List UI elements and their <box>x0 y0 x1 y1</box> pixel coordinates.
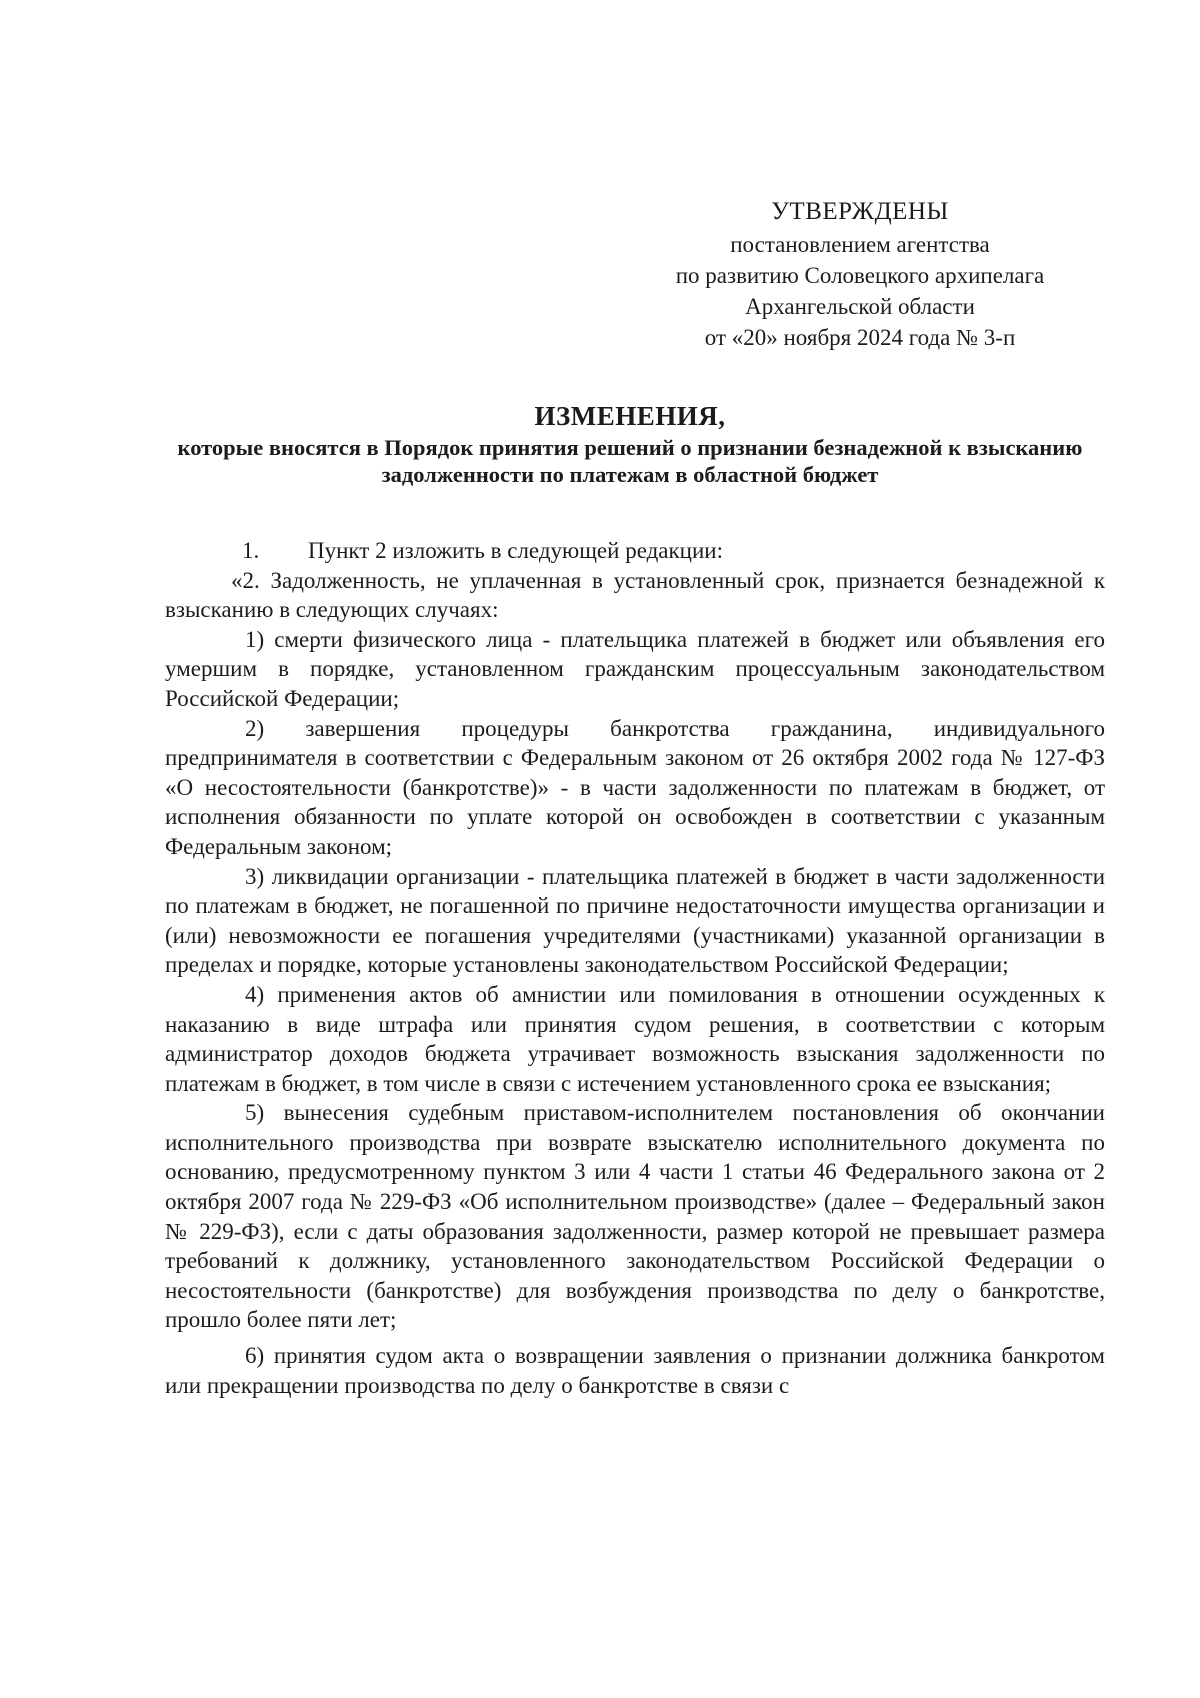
paragraph-case-6: 6) принятия судом акта о возвращении заявления о признании должника банкротом или прекращении производства по делу о банкротстве в связи с <box>165 1343 1105 1398</box>
item-1-number: 1. <box>242 538 260 563</box>
document-body <box>165 536 1105 1400</box>
approval-line-3: Архангельской области <box>745 294 975 319</box>
approval-stamp-block <box>600 196 1120 353</box>
document-title: ИЗМЕНЕНИЯ, <box>534 401 726 431</box>
paragraph-case-5: 5) вынесения судебным приставом-исполнителем постановления об окончании исполнительного производства при возврате взыскателю исполнительного документа по основанию, предусмотренному пунктом 3 или 4 части 1 статьи 46 Федерального закона от 2 октября 2007 года № 229-ФЗ «Об исполнительном производстве» (далее – Федеральный закон № 229-ФЗ), если с даты образования задолженности, размер которой не превышает размера требований к должнику, установленного законодательством Российской Федерации о несостоятельности (банкротстве) для возбуждения производства по делу о банкротстве, прошло более пяти лет; <box>165 1100 1105 1333</box>
approval-line-1: постановлением агентства <box>730 232 990 257</box>
paragraph-case-1: 1) смерти физического лица - плательщика платежей в бюджет или объявления его умершим в порядке, установленном гражданским процессуальным законодательством Российской Федерации; <box>165 626 1105 711</box>
paragraph-case-4: 4) применения актов об амнистии или помилования в отношении осужденных к наказанию в виде штрафа или принятия судом решения, в соответствии с которым администратор доходов бюджета утрачивает возможность взыскания задолженности по платежам в бюджет, в том числе в связи с истечением установленного срока ее взыскания; <box>165 981 1105 1096</box>
item-1-heading <box>165 536 1105 566</box>
approval-heading: УТВЕРЖДЕНЫ <box>771 198 949 225</box>
document-title-block <box>160 398 1100 488</box>
paragraph-case-3: 3) ликвидации организации - плательщика платежей в бюджет в части задолженности по платежам в бюджет, не погашенной по причине недостаточности имущества организации и (или) невозможности ее погашения учредителями (участниками) указанной организации в пределах и порядке, которые установлены законодательством Российской Федерации; <box>165 863 1105 978</box>
item-1-text: Пункт 2 изложить в следующей редакции: <box>308 538 723 563</box>
approval-line-4: от «20» ноября 2024 года № 3-п <box>704 325 1016 350</box>
document-subtitle: которые вносятся в Порядок принятия решений о признании безнадежной к взысканию задолженности по платежам в областной бюджет <box>177 435 1083 487</box>
paragraph-intro: «2. Задолженность, не уплаченная в установленный срок, признается безнадежной к взысканию в следующих случаях: <box>165 567 1105 623</box>
paragraph-case-2: 2) завершения процедуры банкротства гражданина, индивидуального предпринимателя в соответствии с Федеральным законом от 26 октября 2002 года № 127-ФЗ «О несостоятельности (банкротстве)» - в части задолженности по платежам в бюджет, от исполнения обязанности по уплате которой он освобожден в соответствии с указанным Федеральным законом; <box>165 715 1105 859</box>
approval-line-2: по развитию Соловецкого архипелага <box>675 263 1045 288</box>
